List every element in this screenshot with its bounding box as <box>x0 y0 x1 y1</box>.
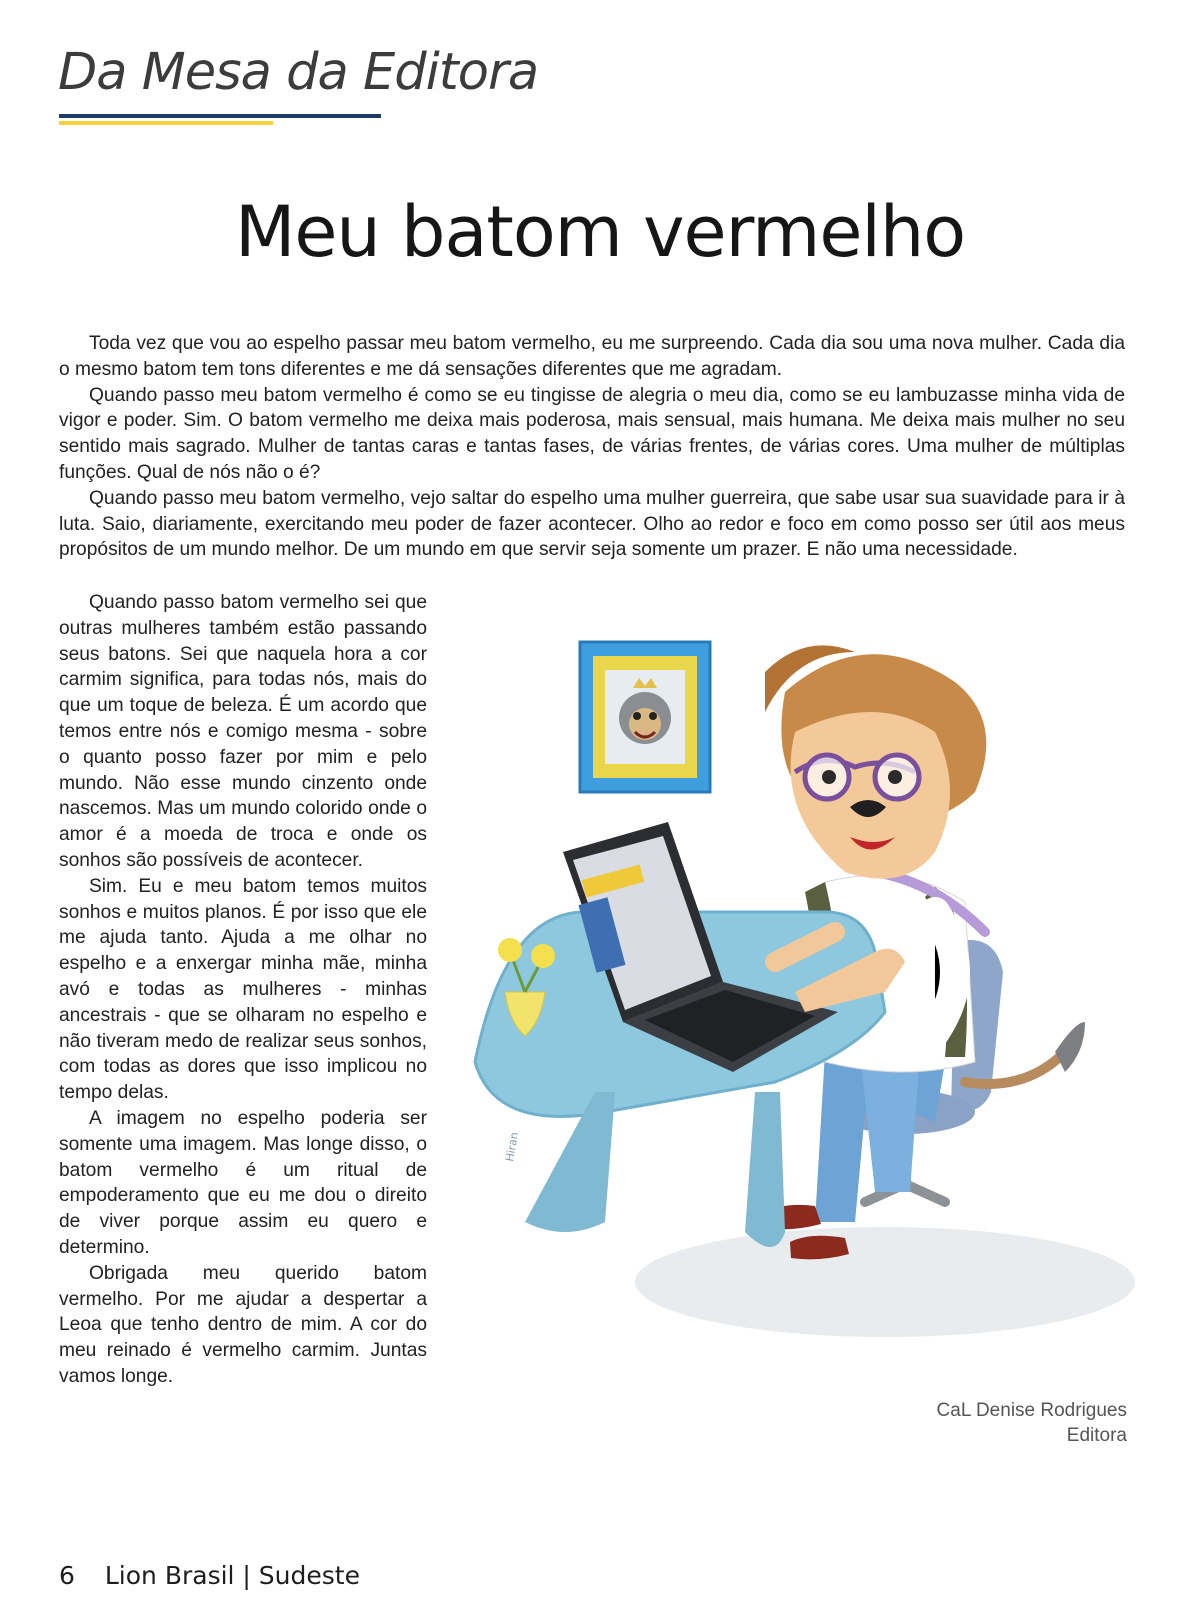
author-role: Editora <box>1066 1425 1127 1446</box>
lioness-at-laptop-illustration <box>465 632 1135 1352</box>
author-signature <box>937 1398 1127 1448</box>
title-rule-yellow <box>59 121 273 125</box>
page-footer <box>59 1561 360 1590</box>
article-title: Meu batom vermelho <box>234 191 966 273</box>
paragraph: Quando passo meu batom vermelho é como se eu tingisse de alegria o meu dia, como se eu lambuzasse minha vida de vigor e poder. Sim. O batom vermelho me deixa mais poderosa, mais sensual, mais humana. Me deixa mais mulher no seu sentido mais sagrado. Mulher de tantas caras e tantas fases, de várias frentes, de várias cores. Uma mulher de múltiplas funções. Qual de nós não o é? <box>59 384 1125 483</box>
paragraph: Quando passo meu batom vermelho, vejo saltar do espelho uma mulher guerreira, que sabe usar sua suavidade para ir à luta. Saio, diariamente, exercitando meu poder de fazer acontecer. Olho ao redor e foco em como posso ser útil aos meus propósitos de um mundo melhor. De um mundo em que servir seja somente um prazer. E não uma necessidade. <box>59 487 1125 561</box>
paragraph: Quando passo batom vermelho sei que outras mulheres também estão passando seus batons. Sei que naquela hora a cor carmim significa, para todas nós, mais do que um toque de beleza. É um acordo que temos entre nós e comigo mesma - sobre o quanto posso fazer por mim e pelo mundo. Não esse mundo cinzento onde nascemos. Mas um mundo colorido onde o amor é a moeda de troca e onde os sonhos são possíveis de acontecer. <box>59 592 427 871</box>
article-body-column <box>59 590 427 1390</box>
lioness-head <box>765 645 986 878</box>
floor-shadow <box>635 1227 1135 1337</box>
paragraph: A imagem no espelho poderia ser somente uma imagem. Mas longe disso, o batom vermelho é um ritual de empoderamento que eu me dou o direito de viver porque assim eu quero e determino. <box>59 1107 427 1258</box>
paragraph: Obrigada meu querido batom vermelho. Por me ajudar a despertar a Leoa que tenho dentro de mim. A cor do meu reinado é vermelho carmim. Juntas vamos longe. <box>59 1262 427 1387</box>
paragraph: Sim. Eu e meu batom temos muitos sonhos e muitos planos. É por isso que ele me ajuda tanto. Ajuda a me olhar no espelho e a enxergar minha mãe, minha avó e todas as mulheres - minhas ancestrais - que se olharam no espelho e não tiveram medo de realizar seus sonhos, com todas as dores que isso implicou no tempo delas. <box>59 875 427 1104</box>
page-number: 6 <box>59 1561 75 1590</box>
article-body-full-width <box>59 331 1125 563</box>
magazine-name: Lion Brasil | Sudeste <box>104 1561 360 1590</box>
author-name: CaL Denise Rodrigues <box>936 1400 1127 1421</box>
paragraph: Toda vez que vou ao espelho passar meu batom vermelho, eu me surpreendo. Cada dia sou uma nova mulher. Cada dia o mesmo batom tem tons diferentes e me dá sensações diferentes que me agradam. <box>59 333 1125 380</box>
framed-lion-picture <box>580 642 710 792</box>
title-rule-blue <box>59 114 381 118</box>
artist-signature: Hiran <box>503 1131 522 1163</box>
section-title: Da Mesa da Editora <box>58 43 539 102</box>
